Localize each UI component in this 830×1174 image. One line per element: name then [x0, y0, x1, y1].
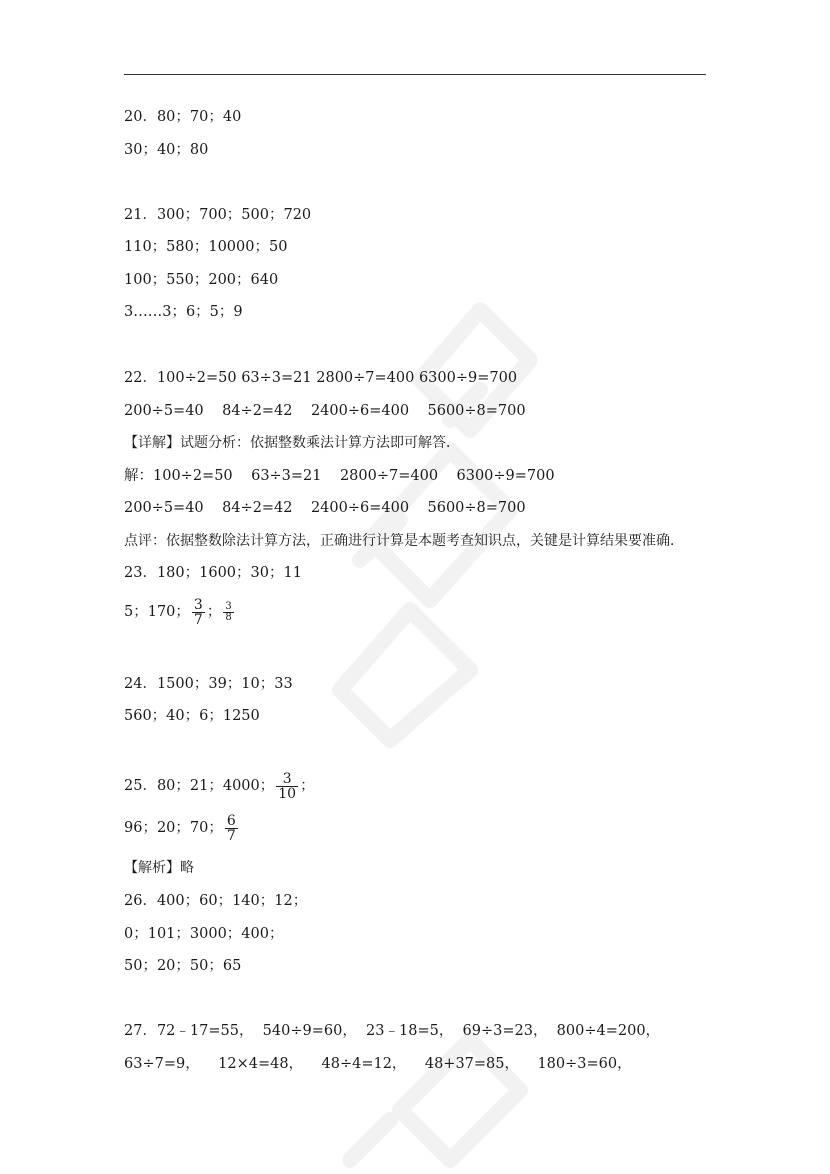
answer-24-line-1: 24．1500；39；10；33 — [124, 676, 293, 692]
fraction-3-10 — [276, 772, 298, 801]
answer-24-line-2: 560；40；6；1250 — [124, 708, 260, 724]
answer-22-solution-line-2: 200÷5=40 84÷2=42 2400÷6=400 5600÷8=700 — [124, 500, 526, 516]
answer-25-line-2-prefix: 96；20；70； — [124, 820, 223, 836]
fraction-denominator: 8 — [225, 611, 232, 623]
answer-23-line-2-prefix: 5；170； — [124, 604, 190, 620]
watermark-logo — [300, 280, 560, 760]
fraction-numerator: 6 — [226, 812, 236, 829]
fraction-numerator: 3 — [282, 770, 292, 787]
answer-21-line-4: 3……3；6；5；9 — [124, 304, 243, 320]
answer-20-line-2: 30；40；80 — [124, 142, 209, 158]
answer-22-line-2: 200÷5=40 84÷2=42 2400÷6=400 5600÷8=700 — [124, 403, 526, 419]
fraction-denominator: 7 — [226, 827, 236, 844]
header-rule — [124, 74, 706, 75]
fraction-3-8 — [223, 602, 233, 623]
answer-21-line-2: 110；580；10000；50 — [124, 239, 288, 255]
answer-22-detail-heading: 【详解】试题分析：依据整数乘法计算方法即可解答． — [124, 435, 460, 451]
answer-26-line-2: 0；101；3000；400； — [124, 926, 284, 942]
answer-23-line-2 — [124, 596, 236, 628]
fraction-numerator: 3 — [193, 596, 203, 613]
fraction-3-7 — [192, 598, 205, 627]
answer-27-line-1: 27．72﹣17=55， 540÷9=60， 23﹣18=5， 69÷3=23， 800÷4=200， — [124, 1023, 661, 1039]
answer-25-separator: ； — [300, 778, 315, 794]
answer-22-line-1: 22．100÷2=50 63÷3=21 2800÷7=400 6300÷9=700 — [124, 370, 518, 386]
answer-20-line-1: 20．80；70；40 — [124, 109, 242, 125]
fraction-denominator: 7 — [193, 611, 203, 628]
watermark-logo-bottom — [330, 1030, 530, 1170]
fraction-6-7 — [225, 814, 238, 843]
answer-25-line-2 — [124, 812, 240, 844]
answer-25-analysis: 【解析】略 — [124, 860, 194, 876]
fraction-numerator: 3 — [225, 600, 232, 612]
answer-22-comment: 点评：依据整数除法计算方法，正确进行计算是本题考查知识点，关键是计算结果要准确． — [124, 533, 684, 549]
answer-23-separator: ； — [206, 604, 222, 620]
answer-21-line-1: 21．300；700；500；720 — [124, 207, 312, 223]
answer-22-solution-line-1: 解：100÷2=50 63÷3=21 2800÷7=400 6300÷9=700 — [124, 468, 555, 484]
fraction-denominator: 10 — [278, 785, 297, 802]
answer-27-line-2: 63÷7=9， 12×4=48， 48÷4=12， 48+37=85， 180÷3=60， — [124, 1056, 632, 1072]
answer-26-line-3: 50；20；50；65 — [124, 958, 242, 974]
answer-26-line-1: 26．400；60；140；12； — [124, 893, 308, 909]
answer-21-line-3: 100；550；200；640 — [124, 272, 279, 288]
answer-23-line-1: 23．180；1600；30；11 — [124, 565, 302, 581]
answer-25-line-1-prefix: 25．80；21；4000； — [124, 778, 275, 794]
answer-25-line-1 — [124, 770, 315, 802]
